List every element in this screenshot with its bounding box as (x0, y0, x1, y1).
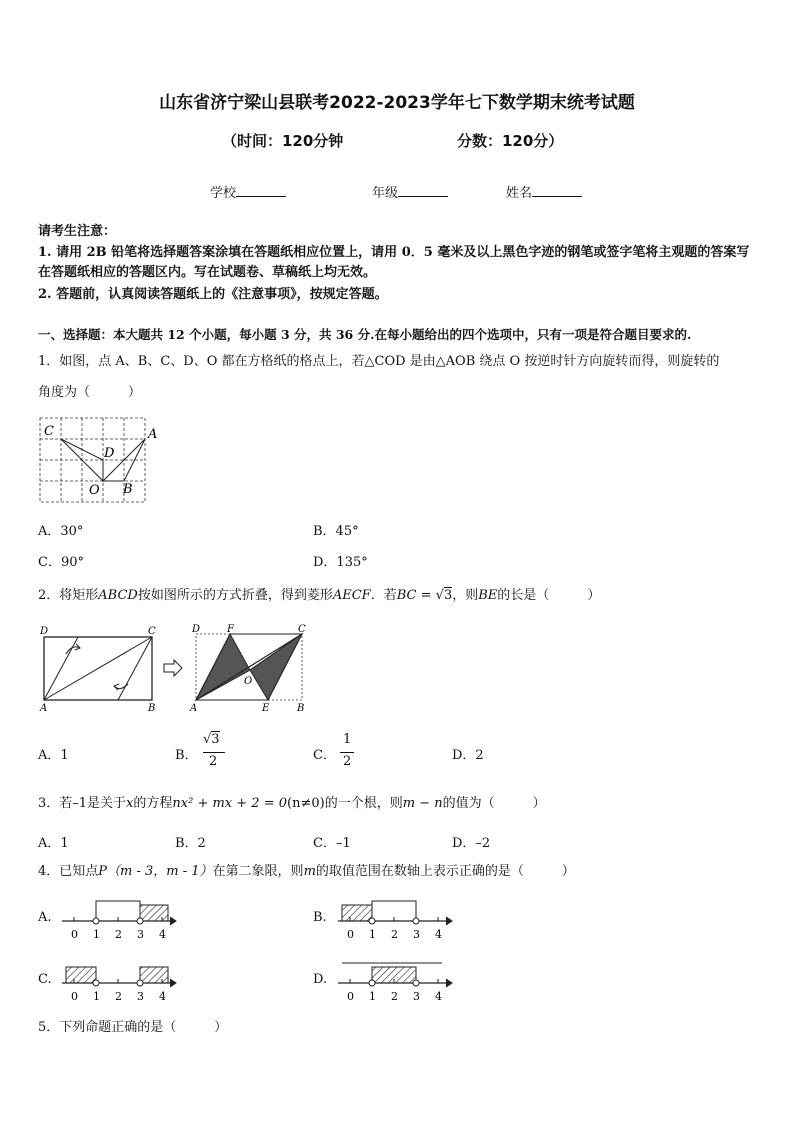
svg-text:0: 0 (71, 928, 78, 941)
q4-numberline-d (336, 957, 456, 1005)
svg-text:2: 2 (115, 990, 122, 1003)
q3-option-c[interactable]: C．–1 (313, 836, 351, 851)
notes-heading: 请考生注意： (38, 224, 117, 239)
q4-text: 4．已知点P（m - 3，m - 1）在第二象限，则m的取值范围在数轴上表示正确的是（ ） (38, 864, 575, 879)
q2-fig1-label-b: B (148, 703, 156, 714)
page-title: 山东省济宁梁山县联考2022-2023学年七下数学期末统考试题 (159, 93, 635, 113)
q2-option-d[interactable]: D．2 (452, 748, 484, 763)
svg-text:2: 2 (115, 928, 122, 941)
q4-numberline-a (60, 895, 180, 943)
svg-text:0: 0 (347, 990, 354, 1003)
q3-option-d[interactable]: D．–2 (452, 836, 491, 851)
q2-fig2-label-b: B (297, 703, 305, 714)
svg-text:2: 2 (391, 990, 398, 1003)
q3-text: 3．若–1是关于x的方程nx² + mx + 2 = 0(n≠0)的一个根，则m − n的值为（ ） (38, 796, 546, 811)
svg-text:2: 2 (391, 928, 398, 941)
q5-text: 5．下列命题正确的是（ ） (38, 1020, 228, 1035)
q2-fig2-label-a: A (190, 703, 198, 714)
q3-option-b[interactable]: B．2 (175, 836, 206, 851)
name-label: 姓名 (506, 186, 533, 201)
q1-label-c: C (44, 424, 54, 439)
svg-text:4: 4 (159, 990, 166, 1003)
exam-time: （时间：120分钟 (222, 132, 344, 150)
svg-text:3: 3 (413, 928, 420, 941)
section-heading: 一、选择题：本大题共 12 个小题，每小题 3 分，共 36 分.在每小题给出的四个选项中，只有一项是符合题目要求的. (38, 327, 692, 342)
q1-text-line2: 角度为（ ） (38, 385, 142, 400)
svg-text:4: 4 (159, 928, 166, 941)
svg-text:1: 1 (369, 928, 376, 941)
q2-option-a[interactable]: A．1 (38, 748, 69, 763)
q1-grid-figure (30, 410, 170, 510)
q1-label-d: D (104, 446, 115, 461)
q4-option-c[interactable]: C. (38, 972, 52, 987)
q4-numberline-c (60, 957, 180, 1005)
q2-figure (32, 622, 312, 714)
q2-fig2-label-e: E (262, 703, 270, 714)
svg-text:1: 1 (93, 928, 100, 941)
q4-numberline-b (336, 895, 456, 943)
q4-option-b[interactable]: B. (313, 910, 327, 925)
grade-field[interactable] (372, 182, 448, 201)
q1-option-c[interactable]: C．90° (38, 555, 84, 570)
q2-fig1-label-a: A (40, 703, 48, 714)
svg-text:3: 3 (137, 990, 144, 1003)
svg-text:0: 0 (347, 928, 354, 941)
svg-text:4: 4 (435, 928, 442, 941)
q2-fig2-label-d: D (192, 624, 201, 635)
q4-option-a[interactable]: A. (38, 910, 52, 925)
q2-fig2-label-f: F (227, 624, 234, 635)
school-field[interactable] (210, 182, 286, 201)
q2-fig2-label-c: C (298, 624, 306, 635)
q2-text: 2．将矩形ABCD按如图所示的方式折叠，得到菱形AECF．若BC = √3，则BE的长是（ ） (38, 588, 601, 603)
notes-item-1: 1. 请用 2B 铅笔将选择题答案涂填在答题纸相应位置上，请用 0．5 毫米及以上黑色字迹的钢笔或签字笔将主观题的答案写在答题纸相应的答题区内。写在试题卷、草稿纸上均无效。 (38, 245, 750, 280)
exam-score: 分数：120分） (457, 132, 564, 150)
q1-label-o: O (89, 483, 100, 498)
name-field[interactable] (506, 182, 582, 201)
q1-text-line1: 1．如图，点 A、B、C、D、O 都在方格纸的格点上，若△COD 是由△AOB 绕点 O 按逆时针方向旋转而得，则旋转的 (38, 354, 720, 369)
svg-text:0: 0 (71, 990, 78, 1003)
school-label: 学校 (210, 186, 237, 201)
svg-text:3: 3 (137, 928, 144, 941)
q1-option-b[interactable]: B．45° (313, 524, 359, 539)
q2-fig1-label-c: C (148, 626, 156, 637)
q2-fig1-label-d: D (40, 626, 49, 637)
svg-text:3: 3 (413, 990, 420, 1003)
q1-label-b: B (123, 482, 133, 497)
svg-text:1: 1 (369, 990, 376, 1003)
q1-option-a[interactable]: A．30° (38, 524, 84, 539)
svg-text:4: 4 (435, 990, 442, 1003)
grade-label: 年级 (372, 186, 399, 201)
q4-option-d[interactable]: D. (313, 972, 328, 987)
svg-text:1: 1 (93, 990, 100, 1003)
q2-fig2-label-o: O (244, 676, 253, 687)
notes-item-2: 2. 答题前，认真阅读答题纸上的《注意事项》，按规定答题。 (38, 287, 388, 302)
q3-option-a[interactable]: A．1 (38, 836, 69, 851)
q1-label-a: A (148, 427, 158, 442)
q1-option-d[interactable]: D．135° (313, 555, 368, 570)
